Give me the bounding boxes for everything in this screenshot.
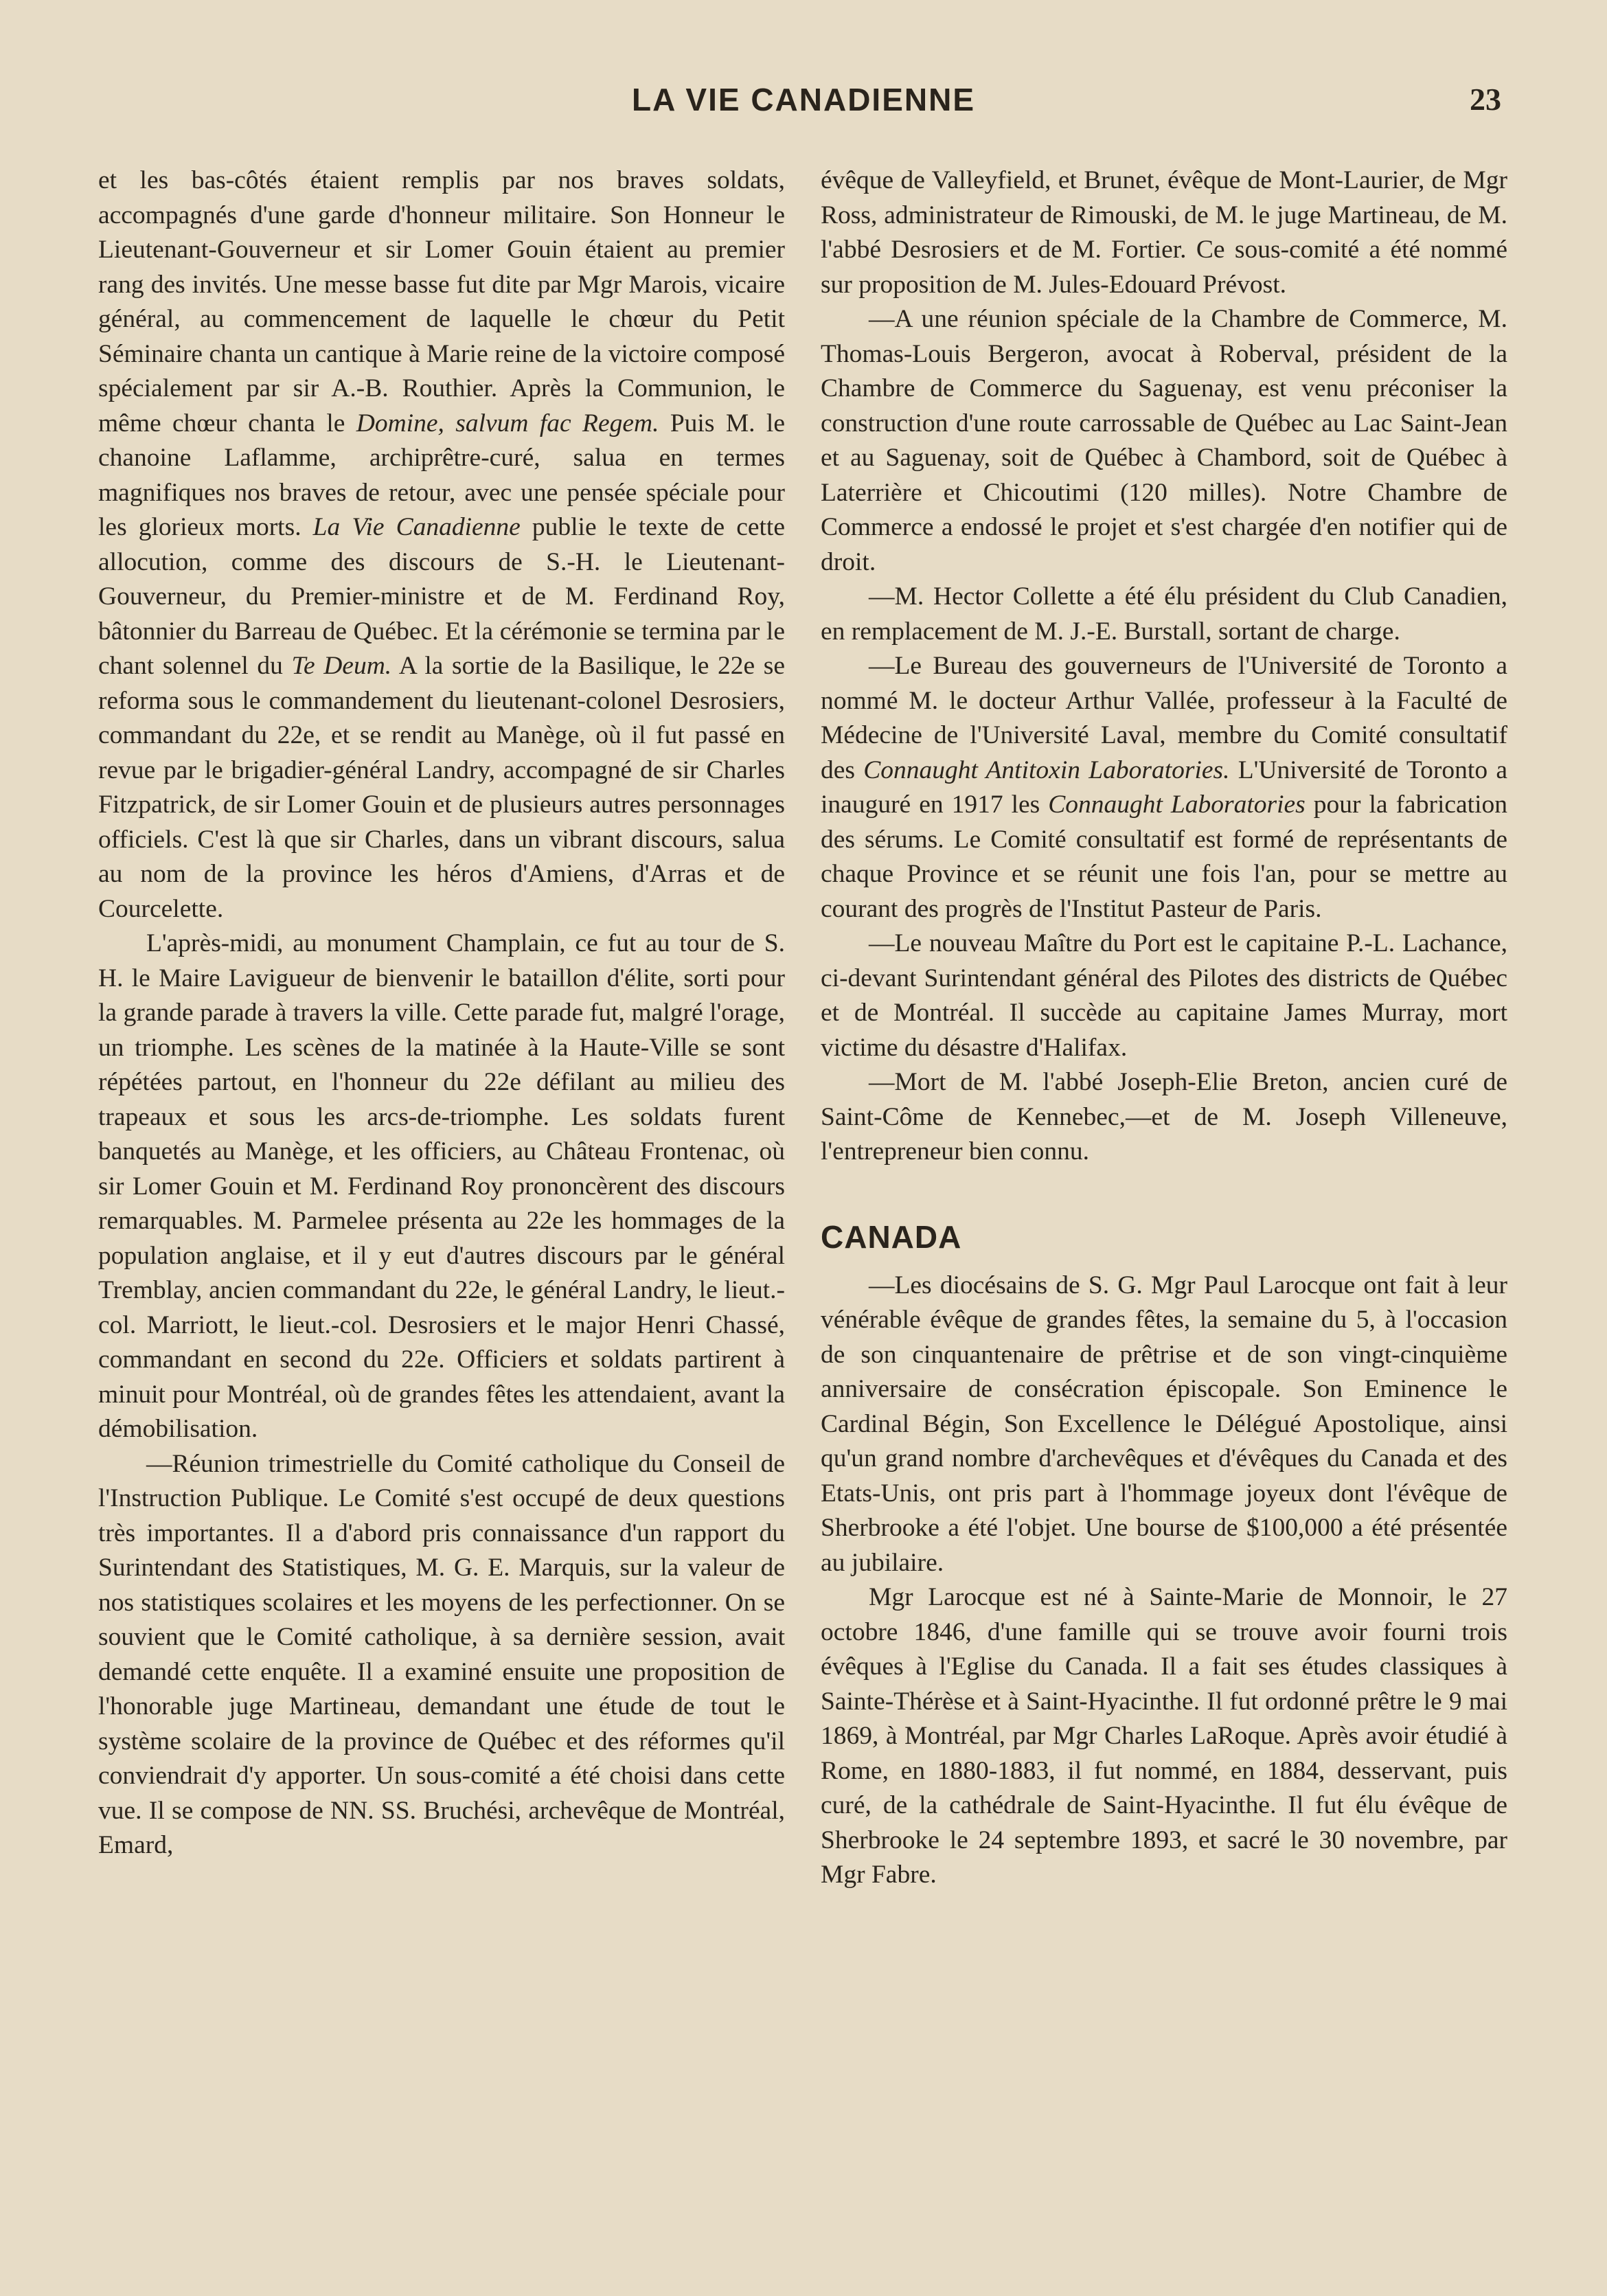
page-number: 23 xyxy=(1470,82,1501,117)
section-heading: CANADA xyxy=(821,1218,962,1255)
paragraph: évêque de Valleyfield, et Brunet, évêque de Mont-Laurier, de Mgr Ross, administrateur de Rimouski, de M. le juge Martineau, de M. l'abbé Desrosiers et de M. Fortier. Ce sous-comité a été nommé sur proposition de M. Jules-Edouard Prévost. xyxy=(821,166,1507,299)
paragraph: —M. Hector Collette a été élu président du Club Canadien, en remplacement de M. J.-E. Burstall, sortant de charge. xyxy=(821,582,1507,646)
paragraph: —Le nouveau Maître du Port est le capitaine P.-L. Lachance, ci-devant Surintendant général des Pilotes des districts de Québec et de Montréal. Il succède au capitaine James Murray, mort victime du désastre d'Halifax. xyxy=(821,929,1507,1062)
running-head-title: LA VIE CANADIENNE xyxy=(632,82,975,117)
paragraph: —A une réunion spéciale de la Chambre de Commerce, M. Thomas-Louis Bergeron, avocat à Roberval, président de la Chambre de Commerce du Saguenay, est venu préconiser la construction d'une route carrossable de Québec au Lac Saint-Jean et au Saguenay, soit de Québec à Chambord, soit de Québec à Laterrière et Chicoutimi (120 milles). Notre Chambre de Commerce a endossé le projet et s'est chargée d'en notifier qui de droit. xyxy=(821,305,1507,576)
right-column xyxy=(821,163,1507,1893)
page-header xyxy=(0,81,1607,129)
paragraph: —Réunion trimestrielle du Comité catholique du Conseil de l'Instruction Publique. Le Comité s'est occupé de deux questions très importantes. Il a d'abord pris connaissance d'un rapport du Surintendant des Statistiques, M. G. E. Marquis, sur la valeur de nos statistiques scolaires et les moyens de les perfectionner. On se souvient que le Comité catholique, à sa dernière session, avait demandé cette enquête. Il a examiné ensuite une proposition de l'honorable juge Martineau, demandant une étude de tout le système scolaire de la province de Québec et des réformes qu'il conviendrait d'y apporter. Un sous-comité a été choisi dans cette vue. Il se compose de NN. SS. Bruchési, archevêque de Montréal, Emard, xyxy=(98,1449,785,1859)
paragraph: et les bas-côtés étaient remplis par nos braves soldats, accompagnés d'une garde d'honneur militaire. Son Honneur le Lieutenant-Gouverneur et sir Lomer Gouin étaient au premier rang des invités. Une messe basse fut dite par Mgr Marois, vicaire général, au commencement de laquelle le chœur du Petit Séminaire chanta un cantique à Marie reine de la victoire composé spécialement par sir A.-B. Routhier. Après la Communion, le même chœur chanta le Domine, salvum fac Regem. Puis M. le chanoine Laflamme, archiprêtre-curé, salua en termes magnifiques nos braves de retour, avec une pensée spéciale pour les glorieux morts. La Vie Canadienne publie le texte de cette allocution, comme des discours de S.-H. le Lieutenant-Gouverneur, du Premier-ministre et de M. Ferdinand Roy, bâtonnier du Barreau de Québec. Et la cérémonie se termina par le chant solennel du Te Deum. A la sortie de la Basilique, le 22e se reforma sous le commandement du lieutenant-colonel Desrosiers, commandant du 22e, et se rendit au Manège, où il fut passé en revue par le brigadier-général Landry, accompagné de sir Charles Fitzpatrick, de sir Lomer Gouin et de plusieurs autres personnages officiels. C'est là que sir Charles, dans un vibrant discours, salua au nom de la province les héros d'Amiens, d'Arras et de Courcelette. xyxy=(98,166,786,923)
paragraph: —Les diocésains de S. G. Mgr Paul Larocque ont fait à leur vénérable évêque de grandes fêtes, la semaine du 5, à l'occasion de son cinquantenaire de prêtrise et de son vingt-cinquième anniversaire de consécration épiscopale. Son Eminence le Cardinal Bégin, Son Excellence le Délégué Apostolique, ainsi qu'un grand nombre d'archevêques et d'évêques du Canada et des Etats-Unis, ont pris part à l'hommage joyeux dont l'évêque de Sherbrooke a été l'objet. Une bourse de $100,000 a été présentée au jubilaire. xyxy=(821,1271,1507,1577)
left-column xyxy=(98,163,785,1863)
paragraph: —Mort de M. l'abbé Joseph-Elie Breton, ancien curé de Saint-Côme de Kennebec,—et de M. Joseph Villeneuve, l'entrepreneur bien connu. xyxy=(821,1068,1507,1166)
paragraph: L'après-midi, au monument Champlain, ce fut au tour de S. H. le Maire Lavigueur de bienvenir le bataillon d'élite, sorti pour la grande parade à travers la ville. Cette parade fut, malgré l'orage, un triomphe. Les scènes de la matinée à la Haute-Ville se sont répétées partout, en l'honneur du 22e défilant au milieu des trapeaux et sous les arcs-de-triomphe. Les soldats furent banquetés au Manège, et les officiers, au Château Frontenac, où sir Lomer Gouin et M. Ferdinand Roy prononcèrent des discours remarquables. M. Parmelee présenta au 22e les hommages de la population anglaise, et il y eut d'autres discours par le général Tremblay, ancien commandant du 22e, le général Landry, le lieut.-col. Marriott, le lieut.-col. Desrosiers et le major Henri Chassé, commandant en second du 22e. Officiers et soldats partirent à minuit pour Montréal, où de grandes fêtes les attendaient, avant la démobilisation. xyxy=(98,929,785,1443)
paragraph: —Le Bureau des gouverneurs de l'Université de Toronto a nommé M. le docteur Arthur Vallée, professeur à la Faculté de Médecine de l'Université Laval, membre du Comité consultatif des Connaught Antitoxin Laboratories. L'Université de Toronto a inauguré en 1917 les Connaught Laboratories pour la fabrication des sérums. Le Comité consultatif est formé de représentants de chaque Province et se réunit une fois l'an, pour se mettre au courant des progrès de l'Institut Pasteur de Paris. xyxy=(821,652,1507,923)
paragraph: Mgr Larocque est né à Sainte-Marie de Monnoir, le 27 octobre 1846, d'une famille qui se trouve avoir fourni trois évêques à l'Eglise du Canada. Il a fait ses études classiques à Sainte-Thérèse et à Saint-Hyacinthe. Il fut ordonné prêtre le 9 mai 1869, à Montréal, par Mgr Charles LaRoque. Après avoir étudié à Rome, en 1880-1883, il fut nommé, en 1884, desservant, puis curé, de la cathédrale de Saint-Hyacinthe. Il fut élu évêque de Sherbrooke le 24 septembre 1893, et sacré le 30 novembre, par Mgr Fabre. xyxy=(821,1583,1507,1889)
